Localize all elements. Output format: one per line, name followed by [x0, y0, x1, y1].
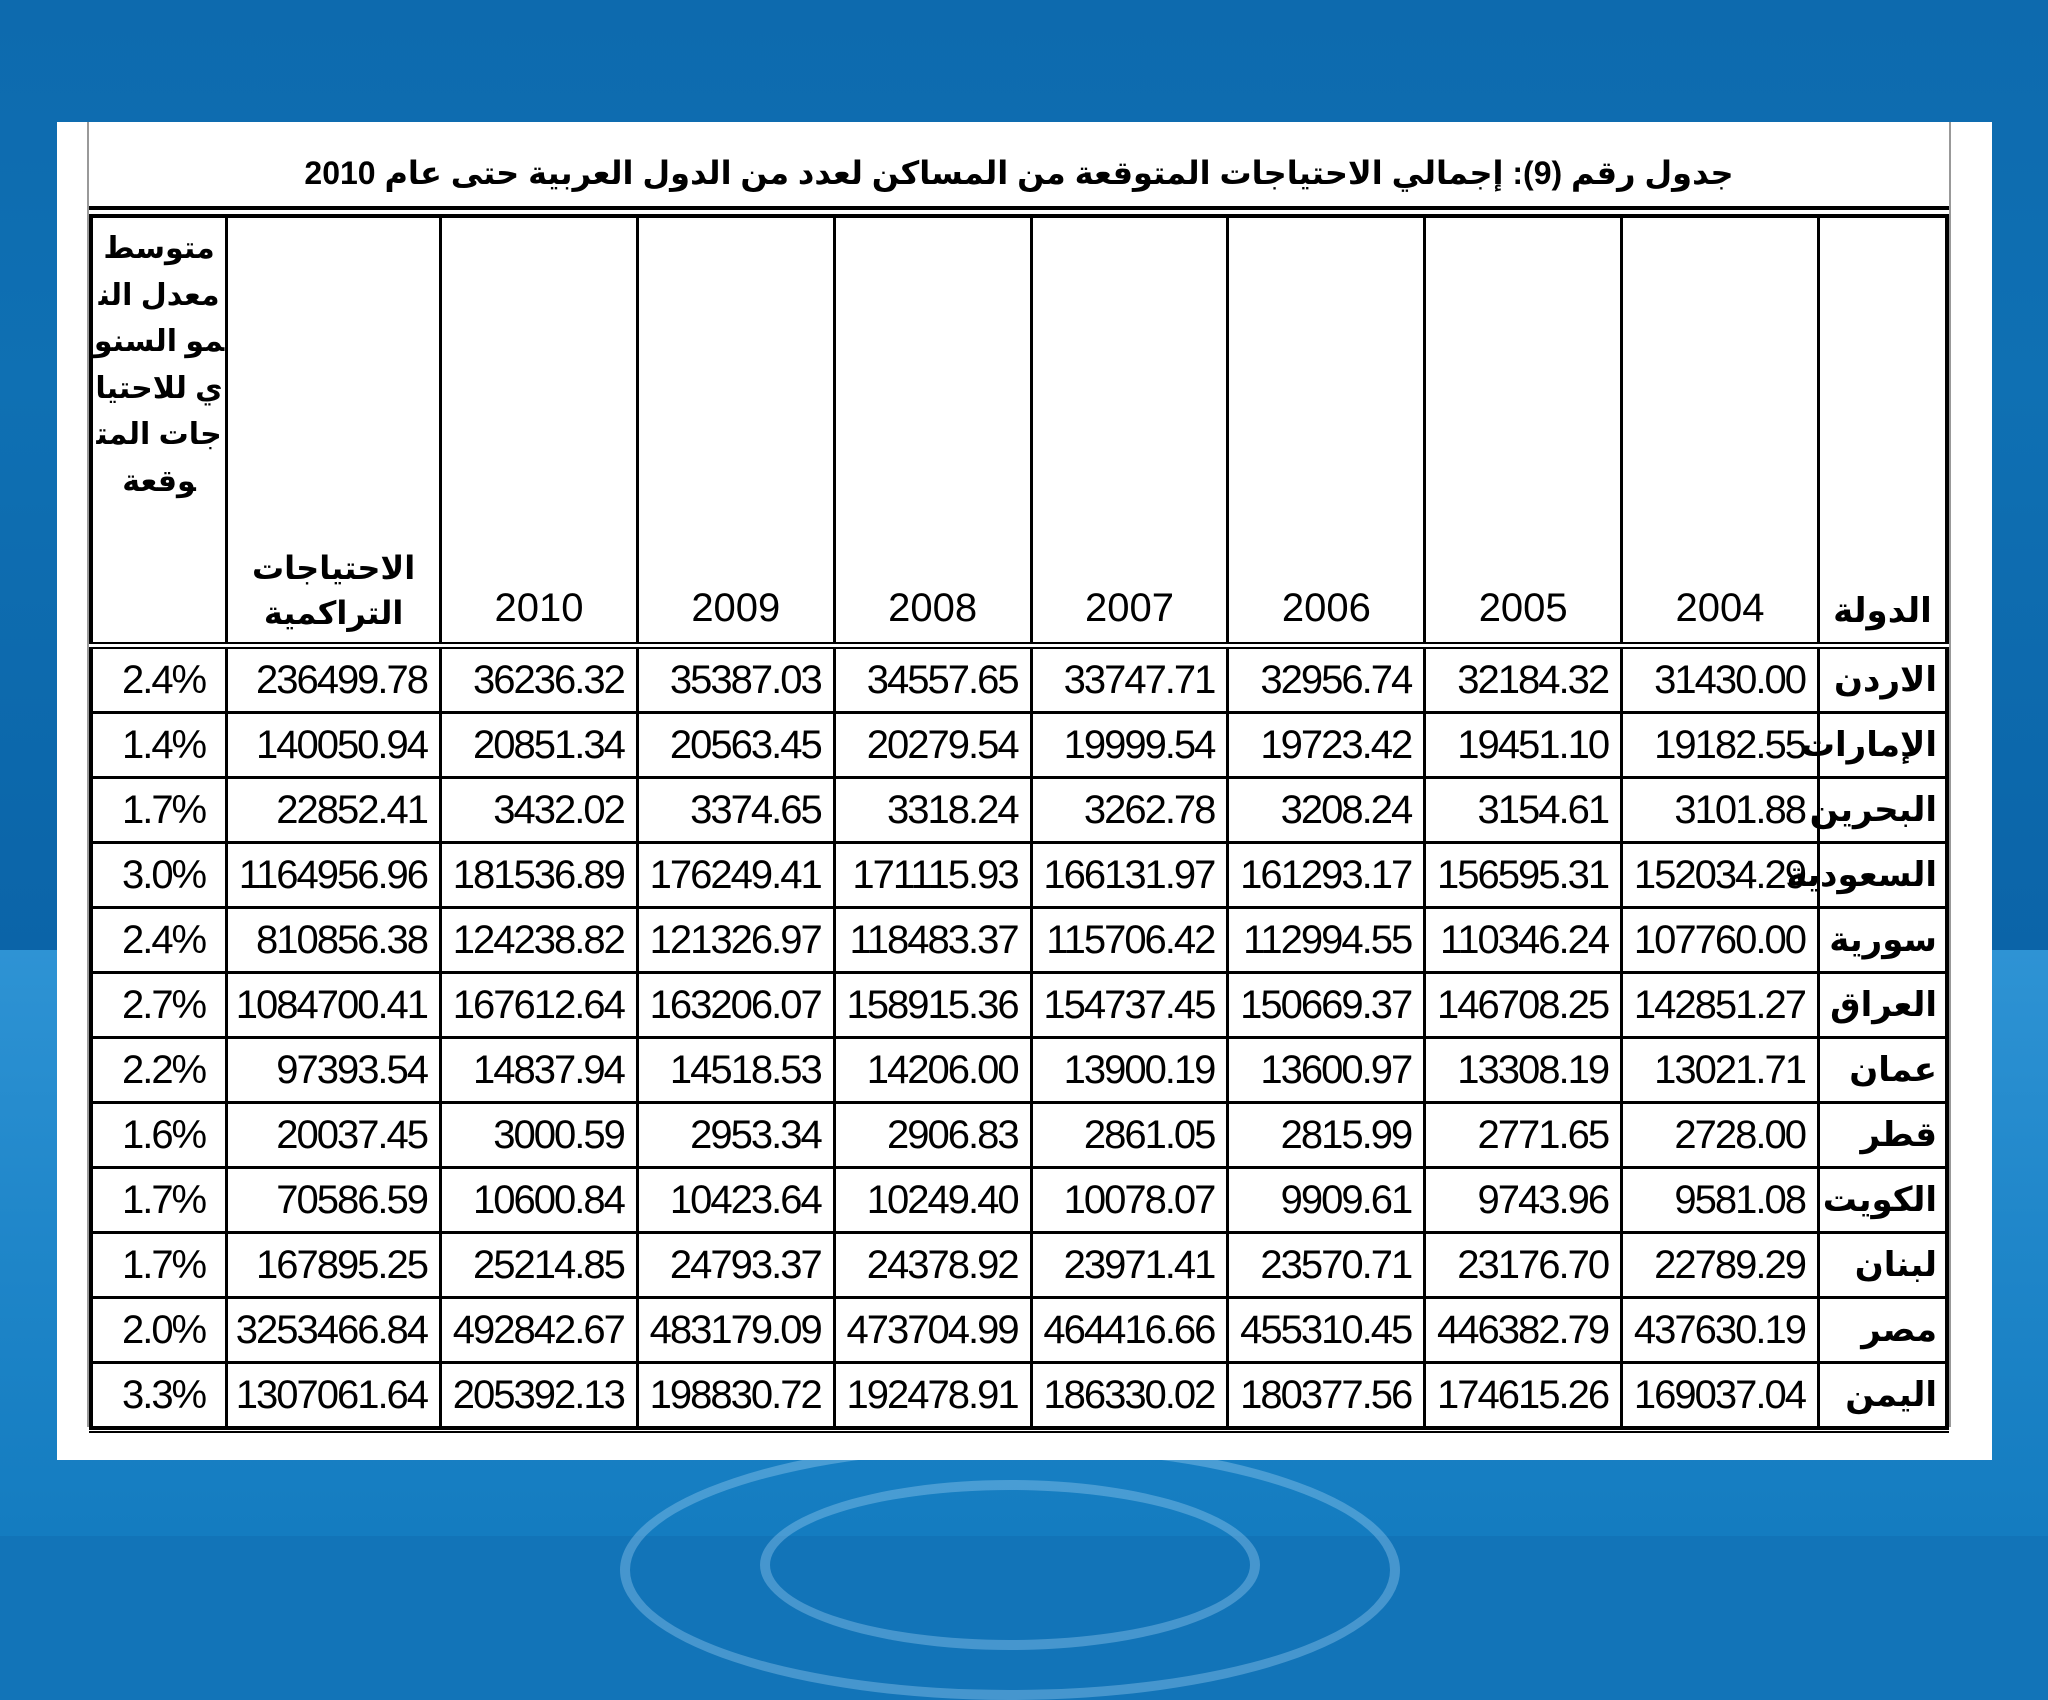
cell-growth: 2.4%	[91, 908, 227, 973]
cell-growth: 1.7%	[91, 1168, 227, 1233]
cell-2006: 150669.37	[1228, 973, 1425, 1038]
cell-2004: 169037.04	[1622, 1363, 1819, 1429]
cell-2006: 112994.55	[1228, 908, 1425, 973]
cell-2005: 23176.70	[1425, 1233, 1622, 1298]
cell-2004: 437630.19	[1622, 1298, 1819, 1363]
cell-growth: 3.0%	[91, 843, 227, 908]
cell-2006: 32956.74	[1228, 646, 1425, 713]
cell-country: اليمن	[1818, 1363, 1947, 1429]
cell-growth: 2.2%	[91, 1038, 227, 1103]
cell-2010: 20851.34	[441, 713, 638, 778]
cell-2006: 2815.99	[1228, 1103, 1425, 1168]
table-row	[91, 1168, 1947, 1233]
table-container	[87, 122, 1951, 1427]
cell-country: مصر	[1818, 1298, 1947, 1363]
cell-cumulative: 3253466.84	[227, 1298, 441, 1363]
cell-2005: 156595.31	[1425, 843, 1622, 908]
cell-2010: 36236.32	[441, 646, 638, 713]
cell-2009: 163206.07	[637, 973, 834, 1038]
cell-2007: 23971.41	[1031, 1233, 1228, 1298]
cell-2006: 180377.56	[1228, 1363, 1425, 1429]
cell-2004: 152034.29	[1622, 843, 1819, 908]
header-country: الدولة	[1818, 216, 1947, 646]
header-2010: 2010	[441, 216, 638, 646]
cell-country: الإمارات	[1818, 713, 1947, 778]
table-row	[91, 1038, 1947, 1103]
cell-2004: 9581.08	[1622, 1168, 1819, 1233]
table-row	[91, 778, 1947, 843]
cell-2007: 166131.97	[1031, 843, 1228, 908]
cell-2008: 20279.54	[834, 713, 1031, 778]
cell-2008: 192478.91	[834, 1363, 1031, 1429]
cell-cumulative: 1307061.64	[227, 1363, 441, 1429]
cell-growth: 2.4%	[91, 646, 227, 713]
cell-2006: 161293.17	[1228, 843, 1425, 908]
cell-2009: 20563.45	[637, 713, 834, 778]
cell-2009: 176249.41	[637, 843, 834, 908]
cell-2008: 158915.36	[834, 973, 1031, 1038]
cell-2008: 3318.24	[834, 778, 1031, 843]
cell-2006: 3208.24	[1228, 778, 1425, 843]
header-2009: 2009	[637, 216, 834, 646]
cell-growth: 2.7%	[91, 973, 227, 1038]
cell-2010: 205392.13	[441, 1363, 638, 1429]
cell-2007: 3262.78	[1031, 778, 1228, 843]
cell-2006: 19723.42	[1228, 713, 1425, 778]
table-row	[91, 1103, 1947, 1168]
cell-cumulative: 140050.94	[227, 713, 441, 778]
cell-country: السعودية	[1818, 843, 1947, 908]
cell-growth: 3.3%	[91, 1363, 227, 1429]
table-row	[91, 843, 1947, 908]
cell-2010: 10600.84	[441, 1168, 638, 1233]
cell-2007: 464416.66	[1031, 1298, 1228, 1363]
cell-cumulative: 1084700.41	[227, 973, 441, 1038]
cell-2004: 107760.00	[1622, 908, 1819, 973]
cell-2007: 2861.05	[1031, 1103, 1228, 1168]
cell-2007: 154737.45	[1031, 973, 1228, 1038]
cell-2004: 3101.88	[1622, 778, 1819, 843]
cell-2010: 124238.82	[441, 908, 638, 973]
cell-2005: 13308.19	[1425, 1038, 1622, 1103]
slide-content	[57, 122, 1992, 1460]
cell-country: الكويت	[1818, 1168, 1947, 1233]
cell-2008: 10249.40	[834, 1168, 1031, 1233]
header-growth-rate: متوسط معدل النمو السنوي للاحتياجات المتوقعة	[91, 216, 227, 646]
table-row	[91, 713, 1947, 778]
cell-2008: 171115.93	[834, 843, 1031, 908]
cell-cumulative: 810856.38	[227, 908, 441, 973]
cell-2004: 22789.29	[1622, 1233, 1819, 1298]
cell-cumulative: 22852.41	[227, 778, 441, 843]
cell-2010: 14837.94	[441, 1038, 638, 1103]
cell-cumulative: 20037.45	[227, 1103, 441, 1168]
cell-country: قطر	[1818, 1103, 1947, 1168]
housing-needs-table	[89, 214, 1949, 1430]
cell-2009: 483179.09	[637, 1298, 834, 1363]
cell-2008: 24378.92	[834, 1233, 1031, 1298]
table-row	[91, 973, 1947, 1038]
cell-2007: 10078.07	[1031, 1168, 1228, 1233]
cell-2005: 3154.61	[1425, 778, 1622, 843]
cell-country: الاردن	[1818, 646, 1947, 713]
header-cumulative: الاحتياجات التراكمية	[227, 216, 441, 646]
cell-2007: 33747.71	[1031, 646, 1228, 713]
cell-growth: 1.7%	[91, 1233, 227, 1298]
cell-2005: 2771.65	[1425, 1103, 1622, 1168]
cell-2006: 455310.45	[1228, 1298, 1425, 1363]
table-bottom-rule	[89, 1427, 1949, 1433]
cell-2008: 473704.99	[834, 1298, 1031, 1363]
title-divider	[89, 206, 1949, 210]
cell-2004: 13021.71	[1622, 1038, 1819, 1103]
cell-2007: 186330.02	[1031, 1363, 1228, 1429]
cell-cumulative: 1164956.96	[227, 843, 441, 908]
cell-2006: 9909.61	[1228, 1168, 1425, 1233]
cell-2005: 110346.24	[1425, 908, 1622, 973]
table-row	[91, 646, 1947, 713]
cell-2005: 19451.10	[1425, 713, 1622, 778]
cell-2010: 3000.59	[441, 1103, 638, 1168]
cell-2004: 142851.27	[1622, 973, 1819, 1038]
table-row	[91, 1233, 1947, 1298]
table-row	[91, 1363, 1947, 1429]
cell-growth: 2.0%	[91, 1298, 227, 1363]
cell-cumulative: 70586.59	[227, 1168, 441, 1233]
cell-2008: 118483.37	[834, 908, 1031, 973]
cell-cumulative: 97393.54	[227, 1038, 441, 1103]
cell-2004: 2728.00	[1622, 1103, 1819, 1168]
cell-2009: 24793.37	[637, 1233, 834, 1298]
cell-2004: 31430.00	[1622, 646, 1819, 713]
header-2004: 2004	[1622, 216, 1819, 646]
cell-2006: 13600.97	[1228, 1038, 1425, 1103]
cell-2007: 115706.42	[1031, 908, 1228, 973]
header-2005: 2005	[1425, 216, 1622, 646]
cell-country: لبنان	[1818, 1233, 1947, 1298]
cell-growth: 1.7%	[91, 778, 227, 843]
cell-2009: 14518.53	[637, 1038, 834, 1103]
cell-country: سورية	[1818, 908, 1947, 973]
cell-growth: 1.4%	[91, 713, 227, 778]
cell-2008: 14206.00	[834, 1038, 1031, 1103]
table-title: جدول رقم (9): إجمالي الاحتياجات المتوقعة من المساكن لعدد من الدول العربية حتى عام 2010	[304, 155, 1734, 191]
cell-2008: 34557.65	[834, 646, 1031, 713]
table-row	[91, 908, 1947, 973]
cell-2007: 19999.54	[1031, 713, 1228, 778]
header-2006: 2006	[1228, 216, 1425, 646]
cell-2005: 446382.79	[1425, 1298, 1622, 1363]
cell-2010: 3432.02	[441, 778, 638, 843]
cell-2005: 146708.25	[1425, 973, 1622, 1038]
cell-2010: 492842.67	[441, 1298, 638, 1363]
cell-2010: 181536.89	[441, 843, 638, 908]
cell-2009: 10423.64	[637, 1168, 834, 1233]
cell-cumulative: 236499.78	[227, 646, 441, 713]
table-row	[91, 1298, 1947, 1363]
cell-2009: 2953.34	[637, 1103, 834, 1168]
table-header-row	[91, 216, 1947, 646]
cell-2005: 174615.26	[1425, 1363, 1622, 1429]
cell-2004: 19182.55	[1622, 713, 1819, 778]
cell-2010: 25214.85	[441, 1233, 638, 1298]
cell-cumulative: 167895.25	[227, 1233, 441, 1298]
cell-2005: 32184.32	[1425, 646, 1622, 713]
cell-2009: 198830.72	[637, 1363, 834, 1429]
cell-country: العراق	[1818, 973, 1947, 1038]
cell-country: البحرين	[1818, 778, 1947, 843]
cell-2009: 3374.65	[637, 778, 834, 843]
cell-country: عمان	[1818, 1038, 1947, 1103]
cell-2010: 167612.64	[441, 973, 638, 1038]
cell-growth: 1.6%	[91, 1103, 227, 1168]
header-2007: 2007	[1031, 216, 1228, 646]
cell-2006: 23570.71	[1228, 1233, 1425, 1298]
header-2008: 2008	[834, 216, 1031, 646]
cell-2008: 2906.83	[834, 1103, 1031, 1168]
cell-2009: 121326.97	[637, 908, 834, 973]
cell-2005: 9743.96	[1425, 1168, 1622, 1233]
cell-2009: 35387.03	[637, 646, 834, 713]
water-ripple-decoration	[760, 1480, 1260, 1650]
cell-2007: 13900.19	[1031, 1038, 1228, 1103]
